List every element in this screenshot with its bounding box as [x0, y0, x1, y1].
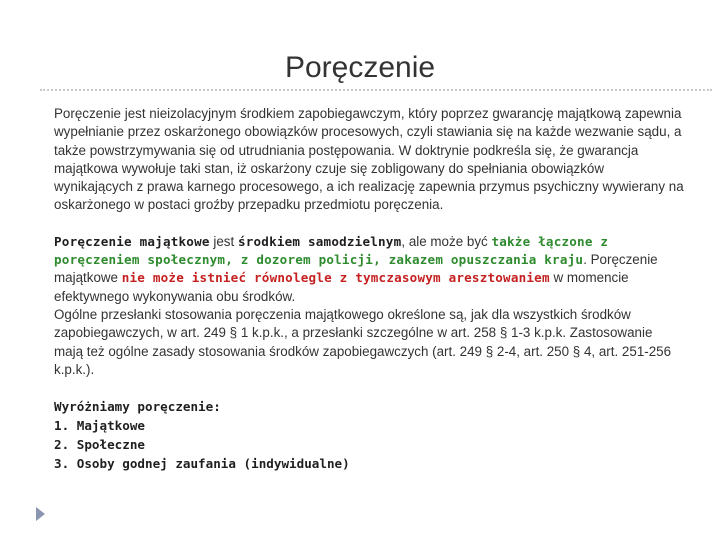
types-list: [54, 397, 684, 473]
slide-content: [54, 105, 684, 473]
highlight-not-parallel: nie może istnieć równolegle z tymczasowym aresztowaniem: [121, 270, 550, 286]
list-item: 2. Społeczne: [54, 437, 145, 453]
slide-title: Poręczenie: [284, 51, 436, 84]
term-samodzielny: środkiem samodzielnym: [237, 233, 402, 249]
paragraph-definition: Poręczenie jest nieizolacyjnym środkiem zapobiegawczym, który poprzez gwarancję majątkową zapewnia wypełnianie przez oskarżonego obowiązków procesowych, czyli stawiania się na każde wezwanie sądu, a także powstrzymywania się od utrudniania postępowania. W doktrynie podkreśla się, że gwarancja majątkowa wywołuje taki stan, iż oskarżony czuje się zobligowany do spełniania obowiązków wynikających z prawa karnego procesowego, a ich realizację zapewnia przymus psychiczny wywierany na oskarżonego w postaci groźby przepadku przedmiotu poręczenia.: [54, 106, 684, 213]
list-item: 3. Osoby godnej zaufania (indywidualne): [54, 456, 350, 472]
term-majatkowe: Poręczenie majątkowe: [54, 233, 210, 249]
text-segment: jest: [209, 233, 238, 249]
triangle-right-icon: [36, 507, 45, 521]
paragraph-details: [54, 233, 684, 379]
text-premises: Ogólne przesłanki stosowania poręczenia majątkowego określone są, jak dla wszystkich środków zapobiegawczych, w art. 249 § 1 k.p.k., a przesłanki szczególne w art. 258 § 1-3 k.p.k. Zastosowanie mają też ogólne zasady stosowania środków zapobiegawczych (art. 249 § 2-4, art. 250 § 4, art. 251-256 k.p.k.).: [54, 306, 672, 377]
list-item: 1. Majątkowe: [54, 418, 145, 434]
text-segment: , ale może być: [401, 233, 492, 249]
text-segment: . Poręczenie majątkowe: [54, 252, 658, 286]
title-divider: [40, 89, 712, 91]
text-segment: w momencie efektywnego wykonywania obu środków.: [54, 270, 629, 304]
list-heading: Wyróżniamy poręczenie:: [54, 399, 221, 415]
highlight-combined-measures: także łączone z poręczeniem społecznym, z dozorem policji, zakazem opuszczania kraju: [54, 233, 609, 268]
